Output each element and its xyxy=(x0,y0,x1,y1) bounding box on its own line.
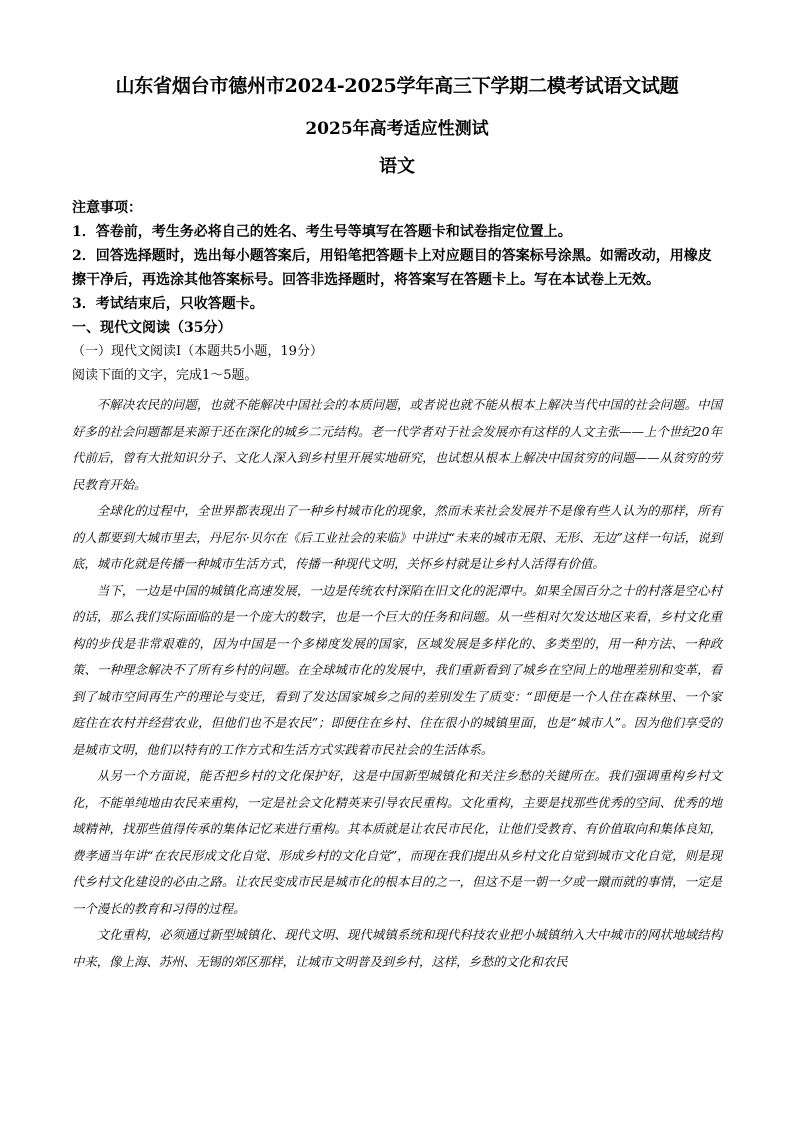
notice-item: 2．回答选择题时，选出每小题答案后，用铅笔把答题卡上对应题目的答案标号涂黑。如需改动，用橡皮擦干净后，再选涂其他答案标号。回答非选择题时，将答案写在答题卡上。写在本试卷上无效。 xyxy=(72,248,712,288)
passage-paragraph: 文化重构，必须通过新型城镇化、现代文明、现代城镇系统和现代科技农业把小城镇纳入大中城市的网状地域结构中来，像上海、苏州、无锡的郊区那样，让城市文明普及到乡村，这样，乡愁的文化和农民 xyxy=(72,927,722,969)
notice-block xyxy=(72,196,722,316)
passage-paragraph: 全球化的过程中，全世界都表现出了一种乡村城市化的现象，然而未来社会发展并不是像有些人认为的那样，所有的人都要到大城市里去，丹尼尔·贝尔在《后工业社会的来临》中讲过“未来的城市无限、无形、无边”这样一句话，说到底，城市化就是传播一种城市生活方式，传播一种现代文明，关怀乡村就是让乡村人活得有价值。 xyxy=(72,503,722,571)
passage-paragraph: 从另一个方面说，能否把乡村的文化保护好，这是中国新型城镇化和关注乡愁的关键所在。我们强调重构乡村文化，不能单纯地由农民来重构，一定是社会文化精英来引导农民重构。文化重构，主要是找那些优秀的空间、优秀的地域精神，找那些值得传承的集体记忆来进行重构。其本质就是让农民市民化，让他们受教育、有价值取向和集体良知，费孝通当年讲“在农民形成文化自觉、形成乡村的文化自觉”，而现在我们提出从乡村文化自觉到城市文化自觉，则是现代乡村文化建设的必由之路。让农民变成市民是城市化的根本目的之一，但这不是一朝一夕或一蹴而就的事情，一定是一个漫长的教育和习得的过程。 xyxy=(72,768,722,916)
passage-paragraph: 当下，一边是中国的城镇化高速发展，一边是传统农村深陷在旧文化的泥潭中。如果全国百分之十的村落是空心村的话，那么我们实际面临的是一个庞大的数字，也是一个巨大的任务和问题。从一些相对欠发达地区来看，乡村文化重构的步伐是非常艰难的，因为中国是一个多梯度发展的国家，区域发展是多样化的、多类型的，用一种方法、一种政策、一种理念解决不了所有乡村的问题。在全球城市化的发展中，我们重新看到了城乡在空间上的地理差别和变革，看到了城市空间再生产的理论与变迁，看到了发达国家城乡之间的差别发生了质变：“即便是一个人住在森林里、一个家庭住在农村并经营农业，但他们也不是农民”；即便住在乡村、住在很小的城镇里面，也是“城市人”。因为他们享受的是城市文明，他们以特有的工作方式和生活方式实践着市民社会的生活体系。 xyxy=(72,582,722,757)
exam-subject: 语文 xyxy=(379,156,415,177)
notice-heading: 注意事项： xyxy=(72,200,142,216)
subsection-heading: （一）现代文阅读Ⅰ（本题共5小题，19分） xyxy=(72,344,323,359)
reading-passage xyxy=(72,392,722,975)
exam-title: 山东省烟台市德州市2024-2025学年高三下学期二模考试语文试题 xyxy=(115,75,679,97)
notice-item: 3．考试结束后，只收答题卡。 xyxy=(72,296,264,312)
passage-paragraph: 不解决农民的问题，也就不能解决中国社会的本质问题，或者说也就不能从根本上解决当代中国的社会问题。中国好多的社会问题都是来源于还在深化的城乡二元结构。老一代学者对于社会发展亦有这样的人文主张——上个世纪20年代前后，曾有大批知识分子、文化人深入到乡村里开展实地研究，也试想从根本上解决中国贫穷的问题——从贫穷的劳民教育开始。 xyxy=(72,397,722,492)
section-heading: 一、现代文阅读（35分） xyxy=(72,320,232,336)
reading-instruction: 阅读下面的文字，完成1～5题。 xyxy=(72,368,258,383)
notice-item: 1．答卷前，考生务必将自己的姓名、考生号等填写在答题卡和试卷指定位置上。 xyxy=(72,224,572,240)
exam-subtitle: 2025年高考适应性测试 xyxy=(305,119,489,139)
